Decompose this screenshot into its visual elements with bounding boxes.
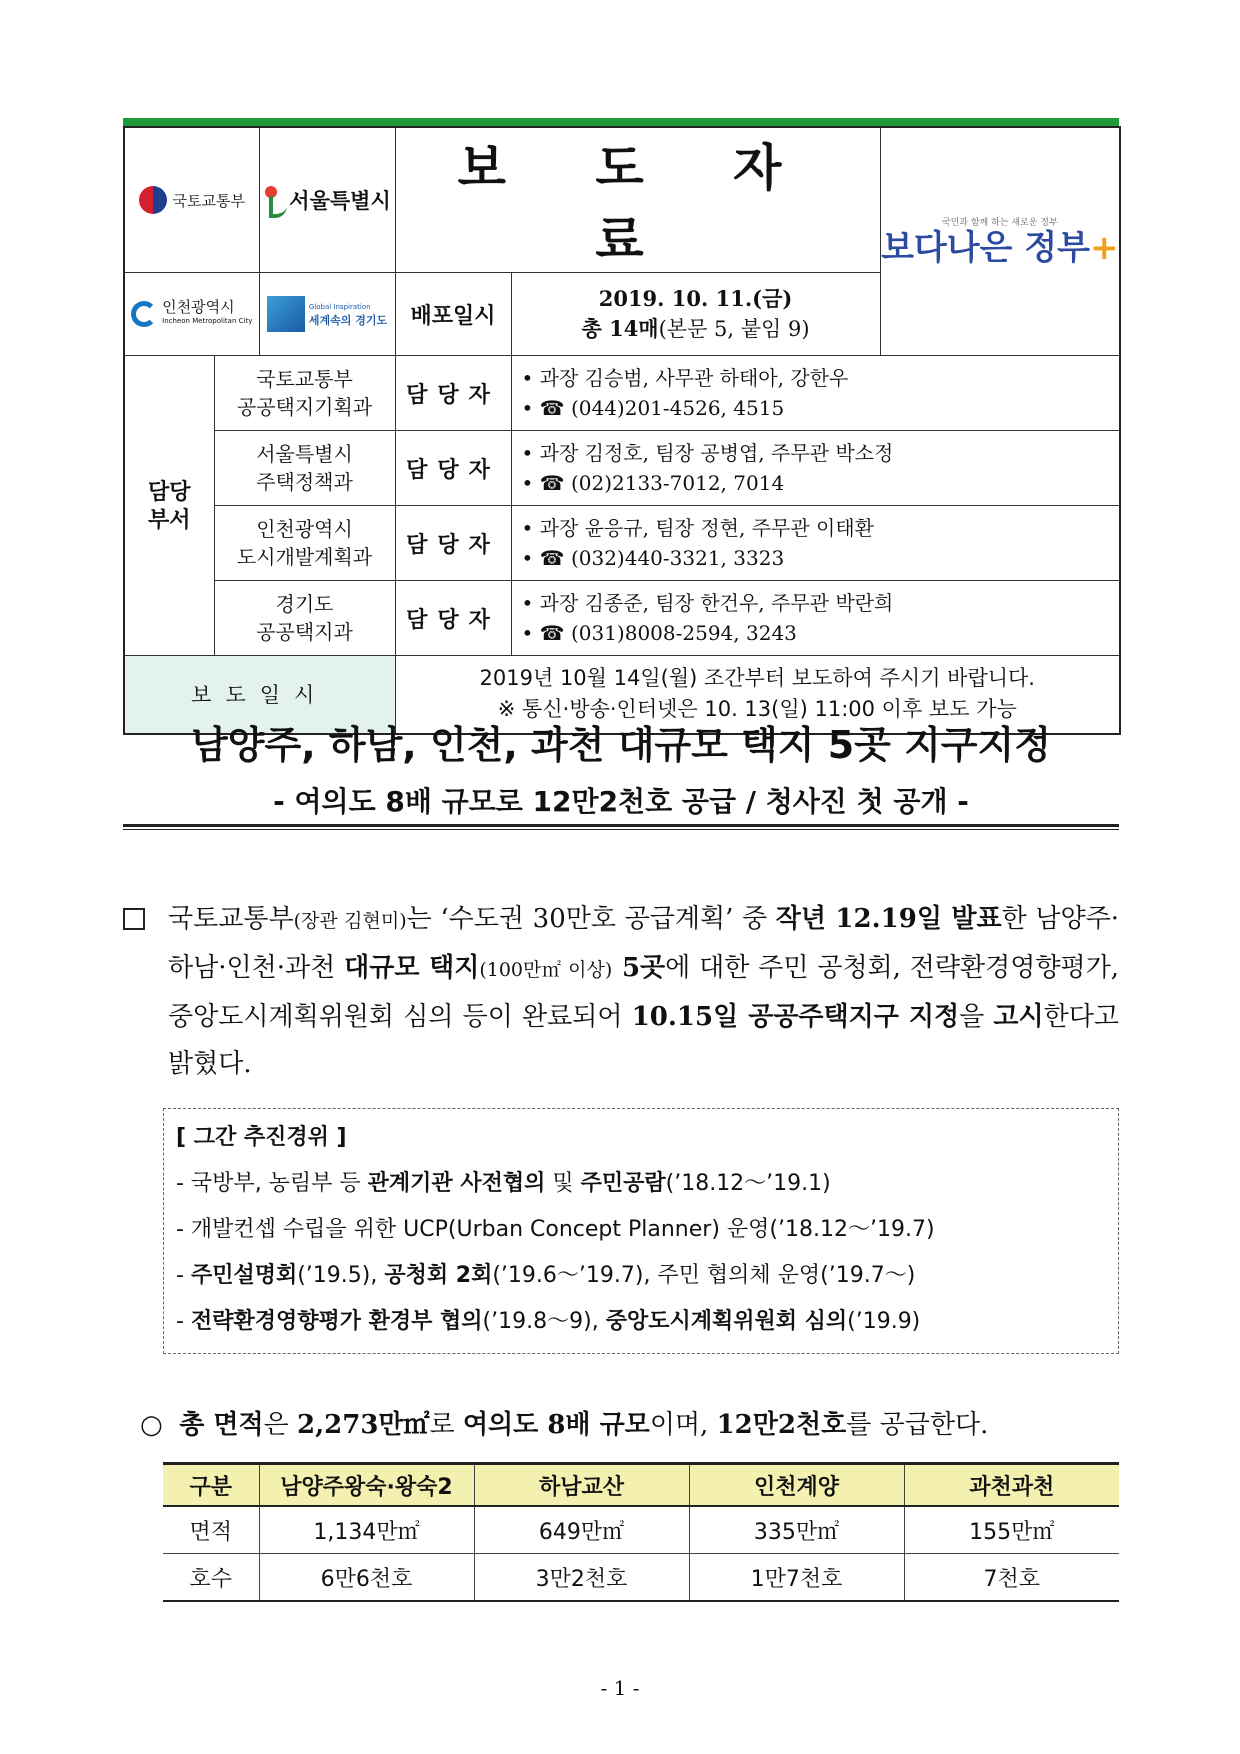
phone-number: • ☎ (02)2133-7012, 7014 <box>521 471 785 495</box>
seoul-logo: 서울특별시 <box>259 127 395 273</box>
role-label: 담당자 <box>395 581 511 656</box>
table-header: 과천과천 <box>904 1464 1119 1507</box>
dept-name: 인천광역시 도시개발계획과 <box>214 506 395 581</box>
history-item: - 국방부, 농림부 등 관계기관 사전협의 및 주민공람(’18.12～’19.1) <box>176 1171 831 1196</box>
release-label: 배포일시 <box>395 273 511 356</box>
table-header-row <box>163 1464 1119 1507</box>
page-number: - 1 - <box>600 1676 640 1700</box>
history-item: - 개발컨셉 수립을 위한 UCP(Urban Concept Planner) 운영(’18.12～’19.7) <box>176 1217 935 1242</box>
government-brand-logo: 국민과 함께 하는 새로운 정부 보다나은 정부+ <box>880 127 1120 356</box>
contact-info: • 과장 김승범, 사무관 하태아, 강한우 • ☎ (044)201-4526, 4515 <box>511 356 1120 431</box>
circle-bullet-icon: ○ <box>140 1410 163 1440</box>
contact-info: • 과장 윤응규, 팀장 정현, 주무관 이태환 • ☎ (032)440-3321, 3323 <box>511 506 1120 581</box>
lead-paragraph: 국토교통부(장관 김현미)는 ‘수도권 30만호 공급계획’ 중 작년 12.19일 발표한 남양주·하남·인천·과천 대규모 택지(100만㎡ 이상) 5곳에 대한 주민 공청회, 전략환경영향평가, 중앙도시계획위원회 심의 등이 완료되어 10.15일 공공주택지구 지정을 고시한다고 밝혔다. <box>123 896 1119 1088</box>
role-label: 담당자 <box>395 431 511 506</box>
progress-history-box <box>163 1108 1119 1354</box>
table-cell: 649만㎡ <box>474 1506 689 1554</box>
site-summary-table <box>163 1462 1119 1602</box>
main-headline: 남양주, 하남, 인천, 과천 대규모 택지 5곳 지구지정 <box>191 723 1051 767</box>
contact-row <box>124 581 1120 656</box>
gyeonggi-logo: Global Inspiration 세계속의 경기도 <box>259 273 395 356</box>
embargo-text: 2019년 10월 14일(월) 조간부터 보도하여 주시기 바랍니다. ※ 통신·방송·인터넷은 10. 13(일) 11:00 이후 보도 가능 <box>395 656 1120 734</box>
table-cell: 7천호 <box>904 1554 1119 1602</box>
table-cell: 3만2천호 <box>474 1554 689 1602</box>
incheon-logo: 인천광역시 Incheon Metropolitan City <box>124 273 259 356</box>
square-bullet-icon <box>123 908 145 930</box>
history-item: - 전략환경영향평가 환경부 협의(’19.8～9), 중앙도시계획위원회 심의(’19.9) <box>176 1309 921 1334</box>
table-cell: 335만㎡ <box>689 1506 904 1554</box>
gyeonggi-symbol-icon <box>267 296 305 332</box>
header-table <box>123 126 1121 735</box>
phone-number: • ☎ (031)8008-2594, 3243 <box>521 621 797 645</box>
table-cell: 면적 <box>163 1506 259 1554</box>
dept-name: 국토교통부 공공택지기획과 <box>214 356 395 431</box>
sub-headline: - 여의도 8배 규모로 12만2천호 공급 / 청사진 첫 공개 - <box>273 785 969 818</box>
contact-row <box>124 431 1120 506</box>
table-header: 구분 <box>163 1464 259 1507</box>
molit-logo: 국토교통부 <box>124 127 259 273</box>
history-item: - 주민설명회(’19.5), 공청회 2회(’19.6～’19.7), 주민 협의체 운영(’19.7～) <box>176 1263 916 1288</box>
dept-name: 경기도 공공택지과 <box>214 581 395 656</box>
table-row <box>163 1554 1119 1602</box>
responsible-dept-label: 담당 부서 <box>124 356 214 656</box>
role-label: 담당자 <box>395 506 511 581</box>
table-cell: 155만㎡ <box>904 1506 1119 1554</box>
contact-row <box>124 356 1120 431</box>
press-release-title: 보 도 자 료 <box>395 127 880 273</box>
table-cell: 1만7천호 <box>689 1554 904 1602</box>
phone-number: • ☎ (032)440-3321, 3323 <box>521 546 785 570</box>
table-cell: 1,134만㎡ <box>259 1506 474 1554</box>
release-date-cell: 2019. 10. 11.(금) 총 14매(본문 5, 붙임 9) <box>511 273 880 356</box>
seoul-symbol-icon <box>263 184 285 216</box>
table-cell: 호수 <box>163 1554 259 1602</box>
incheon-symbol-icon <box>131 301 157 327</box>
contact-row <box>124 506 1120 581</box>
table-row <box>163 1506 1119 1554</box>
table-header: 인천계양 <box>689 1464 904 1507</box>
history-title: [ 그간 추진경위 ] <box>176 1125 347 1150</box>
title-divider <box>123 824 1119 830</box>
role-label: 담당자 <box>395 356 511 431</box>
table-header: 하남교산 <box>474 1464 689 1507</box>
plus-icon: + <box>1089 228 1119 268</box>
phone-number: • ☎ (044)201-4526, 4515 <box>521 396 785 420</box>
total-summary-line: ○ 총 면적은 2,273만㎡로 여의도 8배 규모이며, 12만2천호를 공급한다. <box>140 1410 989 1440</box>
press-release-header <box>123 118 1119 722</box>
taegeuk-emblem-icon <box>139 186 167 214</box>
header-top-bar <box>123 118 1119 126</box>
contact-info: • 과장 김종준, 팀장 한건우, 주무관 박란희 • ☎ (031)8008-2594, 3243 <box>511 581 1120 656</box>
table-cell: 6만6천호 <box>259 1554 474 1602</box>
embargo-label: 보도일시 <box>124 656 395 734</box>
contact-info: • 과장 김정호, 팀장 공병엽, 주무관 박소정 • ☎ (02)2133-7012, 7014 <box>511 431 1120 506</box>
table-header: 남양주왕숙·왕숙2 <box>259 1464 474 1507</box>
dept-name: 서울특별시 주택정책과 <box>214 431 395 506</box>
